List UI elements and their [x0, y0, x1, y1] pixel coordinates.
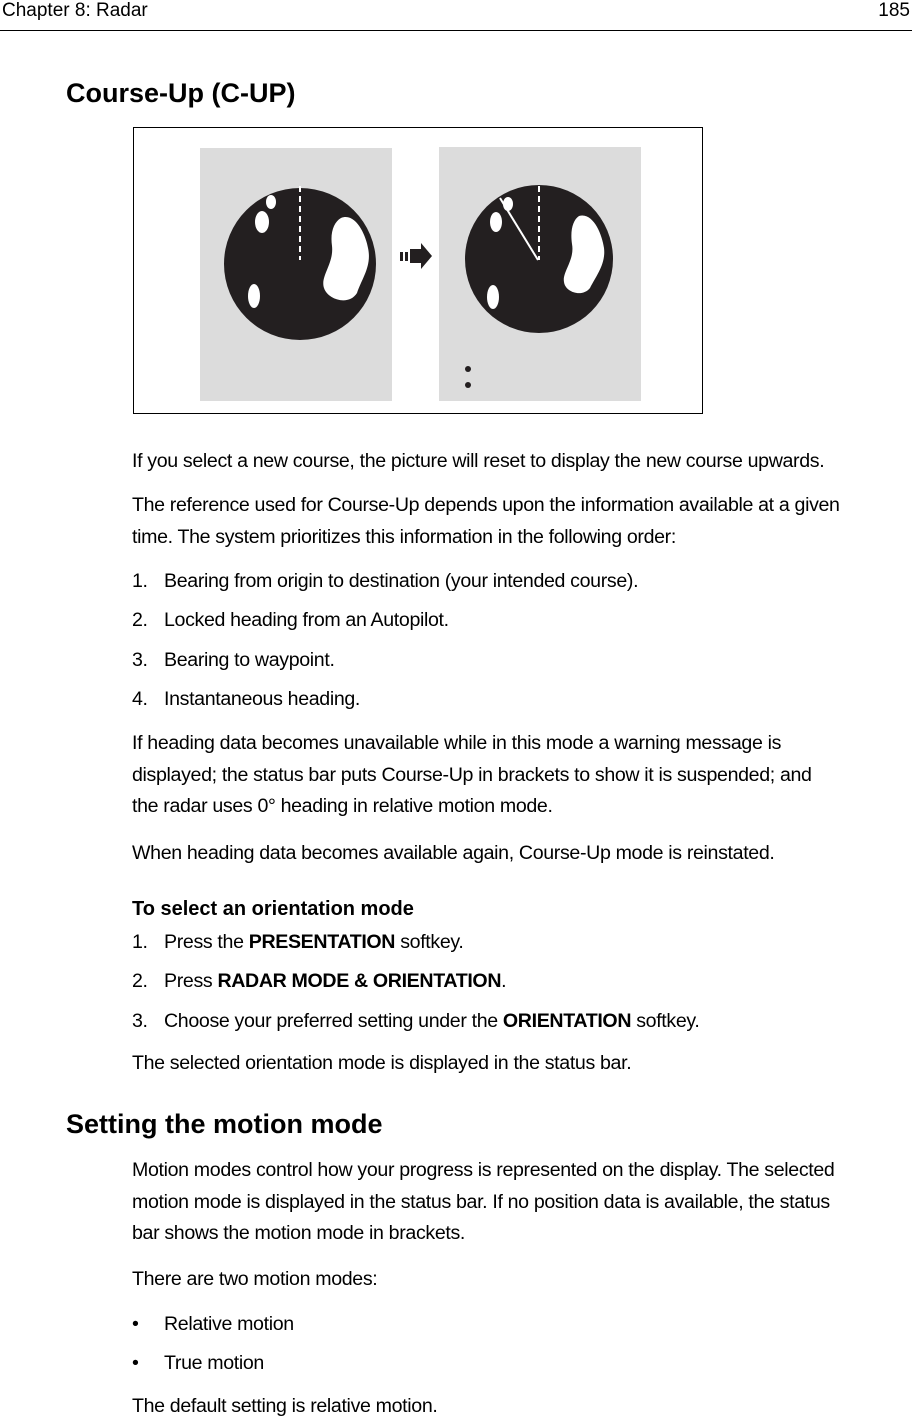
- list-item: 1. Press the PRESENTATION softkey.: [132, 931, 464, 953]
- motion-mode-list: [132, 1311, 910, 1390]
- course-up-figure: [133, 127, 703, 414]
- island-before-1: [255, 211, 269, 233]
- list-item: 2. Locked heading from an Autopilot.: [132, 609, 449, 632]
- list-item: 3. Choose your preferred setting under the ORIENTATION softkey.: [132, 1009, 700, 1032]
- dot-marker-2: [465, 382, 471, 388]
- island-before-3: [248, 284, 260, 308]
- softkey-label: ORIENTATION: [502, 1009, 632, 1032]
- course-up-paragraph-4: When heading data becomes available again, Course-Up mode is reinstated.: [132, 842, 775, 864]
- section-heading-course-up: Course-Up (C-UP): [66, 78, 296, 108]
- priority-list: [132, 568, 910, 725]
- chapter-title: Chapter 8: Radar: [2, 0, 148, 21]
- island-after-2: [503, 197, 513, 211]
- course-up-paragraph-2: The reference used for Course-Up depends upon the information available at a given time. The system prioritizes this information in the following order:: [132, 494, 840, 548]
- course-up-paragraph-3: If heading data becomes unavailable while in this mode a warning message is displayed; the status bar puts Course-Up in brackets to show it is suspended; and the radar uses 0° heading in relative motion mode.: [132, 732, 812, 817]
- procedure-steps: [132, 929, 910, 1047]
- list-item: 3. Bearing to waypoint.: [132, 648, 335, 671]
- island-before-2: [266, 195, 276, 209]
- course-up-paragraph-1: If you select a new course, the picture will reset to display the new course upwards.: [132, 450, 825, 472]
- motion-paragraph-3: The default setting is relative motion.: [132, 1395, 438, 1417]
- list-item: • Relative motion: [132, 1313, 294, 1335]
- island-after-1: [490, 212, 502, 232]
- double-arrow-right-icon: [400, 243, 432, 269]
- softkey-label: PRESENTATION: [248, 931, 396, 953]
- motion-paragraph-2: There are two motion modes:: [132, 1268, 378, 1290]
- section-heading-motion-mode: Setting the motion mode: [66, 1109, 383, 1139]
- island-after-3: [487, 285, 499, 309]
- list-item: 2. Press RADAR MODE & ORIENTATION.: [132, 970, 507, 993]
- list-item: 1. Bearing from origin to destination (your intended course).: [132, 570, 639, 592]
- list-item: 4. Instantaneous heading.: [132, 687, 361, 710]
- procedure-heading: To select an orientation mode: [132, 898, 414, 920]
- dot-marker-1: [465, 366, 471, 372]
- page-number: 185: [878, 0, 910, 21]
- procedure-note: The selected orientation mode is displayed in the status bar.: [132, 1052, 632, 1074]
- page-header: [0, 0, 912, 31]
- motion-paragraph-1: Motion modes control how your progress is represented on the display. The selected motion mode is displayed in the status bar. If no position data is available, the status bar shows the motion mode in brackets.: [132, 1159, 835, 1244]
- radar-illustration: [134, 128, 702, 413]
- softkey-label: RADAR MODE & ORIENTATION: [217, 970, 502, 993]
- list-item: • True motion: [132, 1352, 264, 1375]
